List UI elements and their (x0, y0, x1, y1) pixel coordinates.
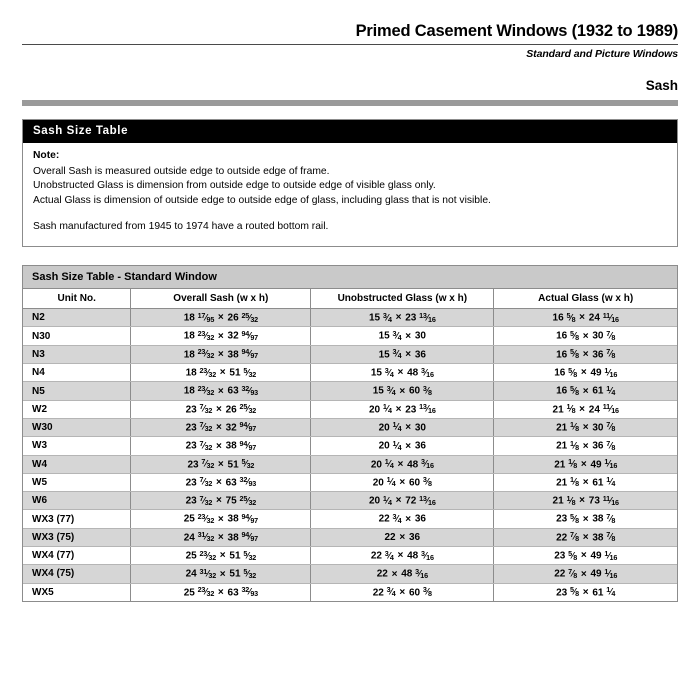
note-panel-heading: Sash Size Table (23, 120, 677, 143)
cell-overall-sash: 23 7⁄32 × 63 32⁄93 (131, 473, 311, 491)
cell-unit-no: W2 (23, 400, 131, 418)
cell-overall-sash: 23 7⁄32 × 32 94⁄97 (131, 418, 311, 436)
cell-actual-glass: 21 1⁄8 × 30 7⁄8 (494, 418, 677, 436)
note-panel (22, 119, 678, 247)
table-row (23, 418, 677, 436)
cell-overall-sash: 25 23⁄32 × 38 94⁄97 (131, 510, 311, 528)
cell-unit-no: WX3 (75) (23, 528, 131, 546)
cell-actual-glass: 16 5⁄8 × 24 11⁄16 (494, 309, 677, 327)
cell-unit-no: WX5 (23, 583, 131, 601)
column-header-overall-sash: Overall Sash (w x h) (131, 289, 311, 309)
cell-unit-no: N30 (23, 327, 131, 345)
cell-overall-sash: 18 23⁄32 × 38 94⁄97 (131, 345, 311, 363)
cell-actual-glass: 21 1⁄8 × 24 11⁄16 (494, 400, 677, 418)
table-row (23, 437, 677, 455)
table-header-row (23, 289, 677, 309)
cell-actual-glass: 21 1⁄8 × 49 1⁄16 (494, 455, 677, 473)
note-spacer (33, 209, 667, 220)
cell-unobstructed-glass: 20 1⁄4 × 48 3⁄16 (311, 455, 494, 473)
table-row (23, 492, 677, 510)
note-line-1: Overall Sash is measured outside edge to outside edge of frame. (33, 165, 330, 177)
cell-overall-sash: 18 17⁄95 × 26 25⁄32 (131, 309, 311, 327)
document-masthead (22, 0, 678, 106)
cell-actual-glass: 22 7⁄8 × 49 1⁄16 (494, 565, 677, 583)
cell-unobstructed-glass: 20 1⁄4 × 23 13⁄16 (311, 400, 494, 418)
cell-actual-glass: 23 5⁄8 × 38 7⁄8 (494, 510, 677, 528)
cell-actual-glass: 23 5⁄8 × 49 1⁄16 (494, 547, 677, 565)
table-body (23, 309, 677, 601)
column-header-unobstructed-glass: Unobstructed Glass (w x h) (311, 289, 494, 309)
cell-unit-no: N2 (23, 309, 131, 327)
cell-unobstructed-glass: 15 3⁄4 × 30 (311, 327, 494, 345)
table-row (23, 565, 677, 583)
cell-actual-glass: 16 5⁄8 × 61 1⁄4 (494, 382, 677, 400)
table-row (23, 309, 677, 327)
cell-unobstructed-glass: 22 × 48 3⁄16 (311, 565, 494, 583)
cell-unobstructed-glass: 20 1⁄4 × 72 13⁄16 (311, 492, 494, 510)
cell-overall-sash: 23 7⁄32 × 75 25⁄32 (131, 492, 311, 510)
page-subtitle: Standard and Picture Windows (526, 48, 678, 61)
table-row (23, 583, 677, 601)
table-row (23, 345, 677, 363)
cell-unobstructed-glass: 22 × 36 (311, 528, 494, 546)
title-divider (22, 44, 678, 45)
table-row (23, 455, 677, 473)
table-row (23, 547, 677, 565)
cell-overall-sash: 18 23⁄32 × 63 32⁄93 (131, 382, 311, 400)
cell-overall-sash: 18 23⁄32 × 51 5⁄32 (131, 364, 311, 382)
cell-unobstructed-glass: 20 1⁄4 × 60 3⁄8 (311, 473, 494, 491)
column-header-actual-glass: Actual Glass (w x h) (494, 289, 677, 309)
section-divider (22, 100, 678, 106)
cell-unobstructed-glass: 15 3⁄4 × 48 3⁄16 (311, 364, 494, 382)
cell-unit-no: W5 (23, 473, 131, 491)
section-title: Sash (645, 78, 678, 94)
cell-actual-glass: 16 5⁄8 × 36 7⁄8 (494, 345, 677, 363)
cell-unobstructed-glass: 15 3⁄4 × 36 (311, 345, 494, 363)
table-caption: Sash Size Table - Standard Window (23, 266, 677, 289)
cell-actual-glass: 21 1⁄8 × 73 11⁄16 (494, 492, 677, 510)
table-row (23, 364, 677, 382)
cell-unit-no: W3 (23, 437, 131, 455)
page-title: Primed Casement Windows (1932 to 1989) (355, 22, 678, 40)
cell-overall-sash: 23 7⁄32 × 38 94⁄97 (131, 437, 311, 455)
table-row (23, 327, 677, 345)
table-row (23, 400, 677, 418)
cell-unit-no: N3 (23, 345, 131, 363)
table-row (23, 528, 677, 546)
cell-unobstructed-glass: 22 3⁄4 × 36 (311, 510, 494, 528)
cell-actual-glass: 16 5⁄8 × 30 7⁄8 (494, 327, 677, 345)
cell-overall-sash: 23 7⁄32 × 26 25⁄32 (131, 400, 311, 418)
cell-unit-no: WX4 (75) (23, 565, 131, 583)
cell-unit-no: N4 (23, 364, 131, 382)
cell-unit-no: W6 (23, 492, 131, 510)
cell-unobstructed-glass: 22 3⁄4 × 48 3⁄16 (311, 547, 494, 565)
cell-unobstructed-glass: 22 3⁄4 × 60 3⁄8 (311, 583, 494, 601)
cell-unobstructed-glass: 20 1⁄4 × 30 (311, 418, 494, 436)
table-row (23, 510, 677, 528)
note-line-2: Unobstructed Glass is dimension from outside edge to outside edge of visible glass only. (33, 180, 436, 192)
cell-overall-sash: 25 23⁄32 × 51 5⁄32 (131, 547, 311, 565)
cell-unit-no: W30 (23, 418, 131, 436)
cell-unit-no: N5 (23, 382, 131, 400)
cell-actual-glass: 22 7⁄8 × 38 7⁄8 (494, 528, 677, 546)
note-label: Note: (33, 150, 60, 162)
cell-overall-sash: 25 23⁄32 × 63 32⁄93 (131, 583, 311, 601)
cell-overall-sash: 18 23⁄32 × 32 94⁄97 (131, 327, 311, 345)
cell-unit-no: W4 (23, 455, 131, 473)
cell-overall-sash: 24 31⁄32 × 51 5⁄32 (131, 565, 311, 583)
sash-size-table-panel (22, 265, 678, 602)
cell-overall-sash: 24 31⁄32 × 38 94⁄97 (131, 528, 311, 546)
cell-overall-sash: 23 7⁄32 × 51 5⁄32 (131, 455, 311, 473)
cell-actual-glass: 21 1⁄8 × 36 7⁄8 (494, 437, 677, 455)
cell-unit-no: WX4 (77) (23, 547, 131, 565)
sash-size-table (23, 289, 677, 601)
cell-unobstructed-glass: 15 3⁄4 × 60 3⁄8 (311, 382, 494, 400)
note-line-3: Actual Glass is dimension of outside edge to outside edge of glass, including glass that is not visible. (33, 194, 491, 206)
table-row (23, 382, 677, 400)
cell-unobstructed-glass: 15 3⁄4 × 23 13⁄16 (311, 309, 494, 327)
cell-actual-glass: 23 5⁄8 × 61 1⁄4 (494, 583, 677, 601)
cell-actual-glass: 16 5⁄8 × 49 1⁄16 (494, 364, 677, 382)
column-header-unit: Unit No. (23, 289, 131, 309)
cell-unobstructed-glass: 20 1⁄4 × 36 (311, 437, 494, 455)
note-panel-body (23, 143, 677, 246)
cell-unit-no: WX3 (77) (23, 510, 131, 528)
note-footnote: Sash manufactured from 1945 to 1974 have a routed bottom rail. (33, 220, 329, 232)
table-row (23, 473, 677, 491)
cell-actual-glass: 21 1⁄8 × 61 1⁄4 (494, 473, 677, 491)
